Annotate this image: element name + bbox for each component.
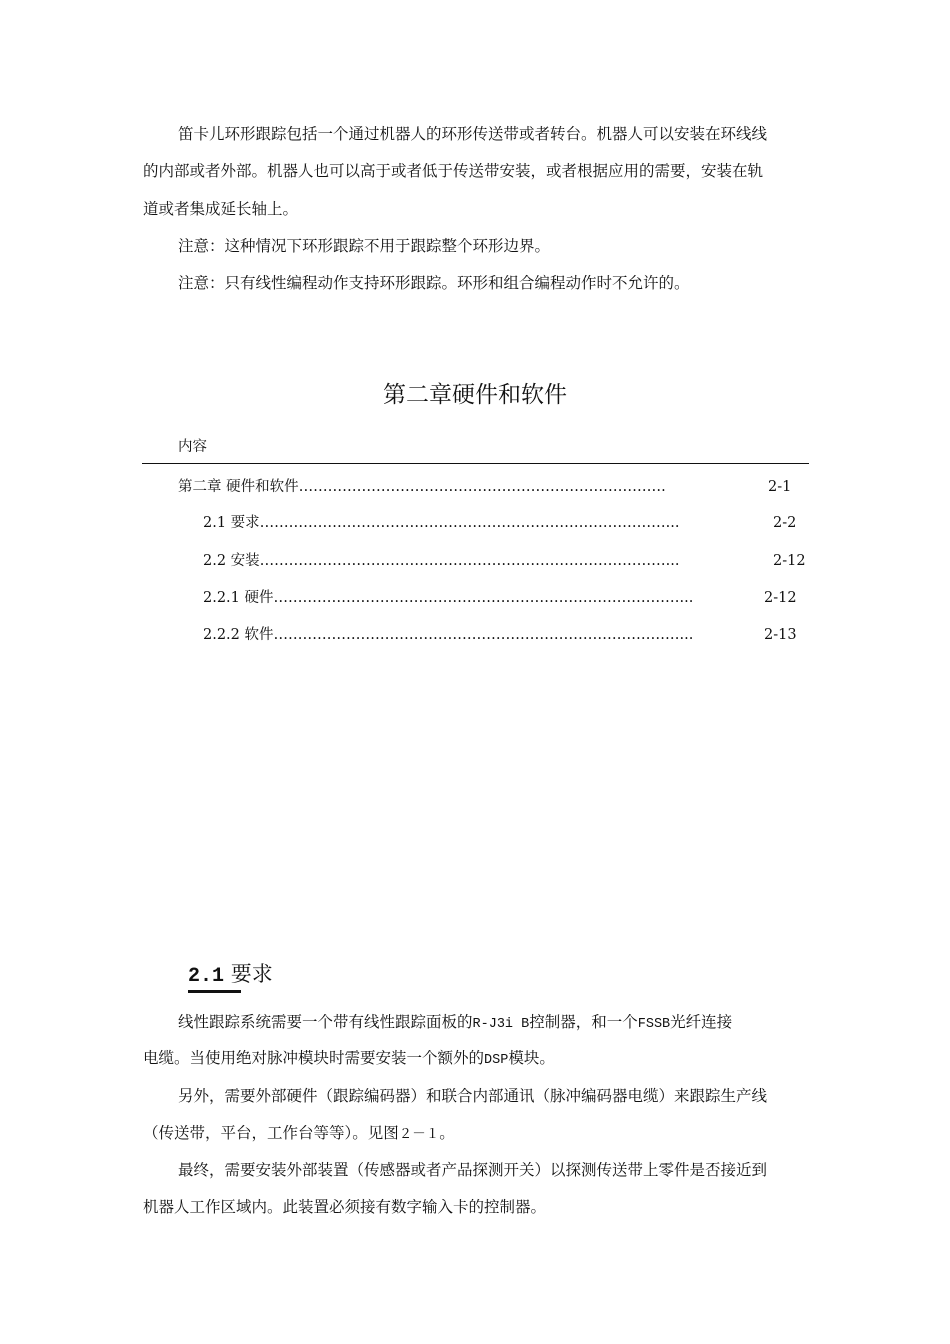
section-p3-line-2: 机器人工作区域内。此装置必须接有数字输入卡的控制器。 <box>143 1198 547 1216</box>
intro-line-1: 笛卡儿环形跟踪包括一个通过机器人的环形传送带或者转台。机器人可以安装在环线线 <box>178 125 768 143</box>
toc-label: 2.1 要求 <box>203 515 260 531</box>
text: 线性跟踪系统需要一个带有线性跟踪面板的 <box>178 1013 473 1031</box>
figure-ref: ２－１ <box>398 1128 440 1143</box>
toc-label: 2.2 安装 <box>203 553 260 569</box>
section-p2-line-1: 另外，需要外部硬件（跟踪编码器）和联合内部通讯（脉冲编码器电缆）来跟踪生产线 <box>178 1087 768 1105</box>
toc-label: 第二章 硬件和软件 <box>178 479 299 495</box>
toc-label: 2.2.1 硬件 <box>203 590 274 606</box>
toc-leader: …………………………………………………………………………... <box>273 590 694 606</box>
toc-label: 2.2.2 软件 <box>203 627 274 643</box>
section-title: 要求 <box>230 962 273 986</box>
text: 模块。 <box>508 1049 555 1067</box>
toc-entry-chapter[interactable] <box>178 477 666 497</box>
section-underline <box>188 990 241 993</box>
toc-leader: …………………………………………………………………………... <box>259 515 680 531</box>
toc-entry-2-2-1[interactable] <box>203 588 693 608</box>
toc-entry-2-1[interactable] <box>203 513 680 533</box>
text: 控制器，和一个 <box>529 1013 638 1031</box>
dsp-code: DSP <box>484 1053 509 1068</box>
toc-page: 2-12 <box>773 553 806 569</box>
toc-entry-2-2-2[interactable] <box>203 625 693 645</box>
intro-line-2: 的内部或者外部。机器人也可以高于或者低于传送带安装，或者根据应用的需要，安装在轨 <box>143 162 764 180</box>
chapter-title: 第二章硬件和软件 <box>383 382 567 408</box>
toc-page: 2-1 <box>768 479 792 495</box>
text: 。 <box>439 1124 455 1142</box>
toc-entry-2-2[interactable] <box>203 551 680 571</box>
intro-line-3: 道或者集成延长轴上。 <box>143 200 299 218</box>
text: （传送带，平台，工作台等等）。见图 <box>143 1124 399 1142</box>
section-p1-line-2 <box>143 1048 555 1071</box>
toc-leader: …………………………………………………………………………... <box>273 627 694 643</box>
toc-leader: …………………………………………………………………. <box>298 479 666 495</box>
section-p2-line-2 <box>143 1123 455 1146</box>
toc-page: 2-12 <box>764 590 797 606</box>
contents-label: 内容 <box>178 439 207 455</box>
section-number: 2.1 <box>188 965 225 988</box>
note-2: 注意：只有线性编程动作支持环形跟踪。环形和组合编程动作时不允许的。 <box>178 274 690 292</box>
toc-divider <box>142 463 809 464</box>
controller-code: R-J3i B <box>472 1017 530 1032</box>
section-p3-line-1: 最终，需要安装外部装置（传感器或者产品探测开关）以探测传送带上零件是否接近到 <box>178 1161 768 1179</box>
fssb-code: FSSB <box>637 1017 671 1032</box>
toc-leader: …………………………………………………………………………... <box>259 553 680 569</box>
section-p1-line-1 <box>178 1012 732 1035</box>
text: 电缆。当使用绝对脉冲模块时需要安装一个额外的 <box>143 1049 485 1067</box>
section-heading <box>188 960 273 991</box>
toc-page: 2-13 <box>764 627 797 643</box>
toc-page: 2-2 <box>773 515 797 531</box>
text: 光纤连接 <box>670 1013 733 1031</box>
note-1: 注意：这种情况下环形跟踪不用于跟踪整个环形边界。 <box>178 237 551 255</box>
